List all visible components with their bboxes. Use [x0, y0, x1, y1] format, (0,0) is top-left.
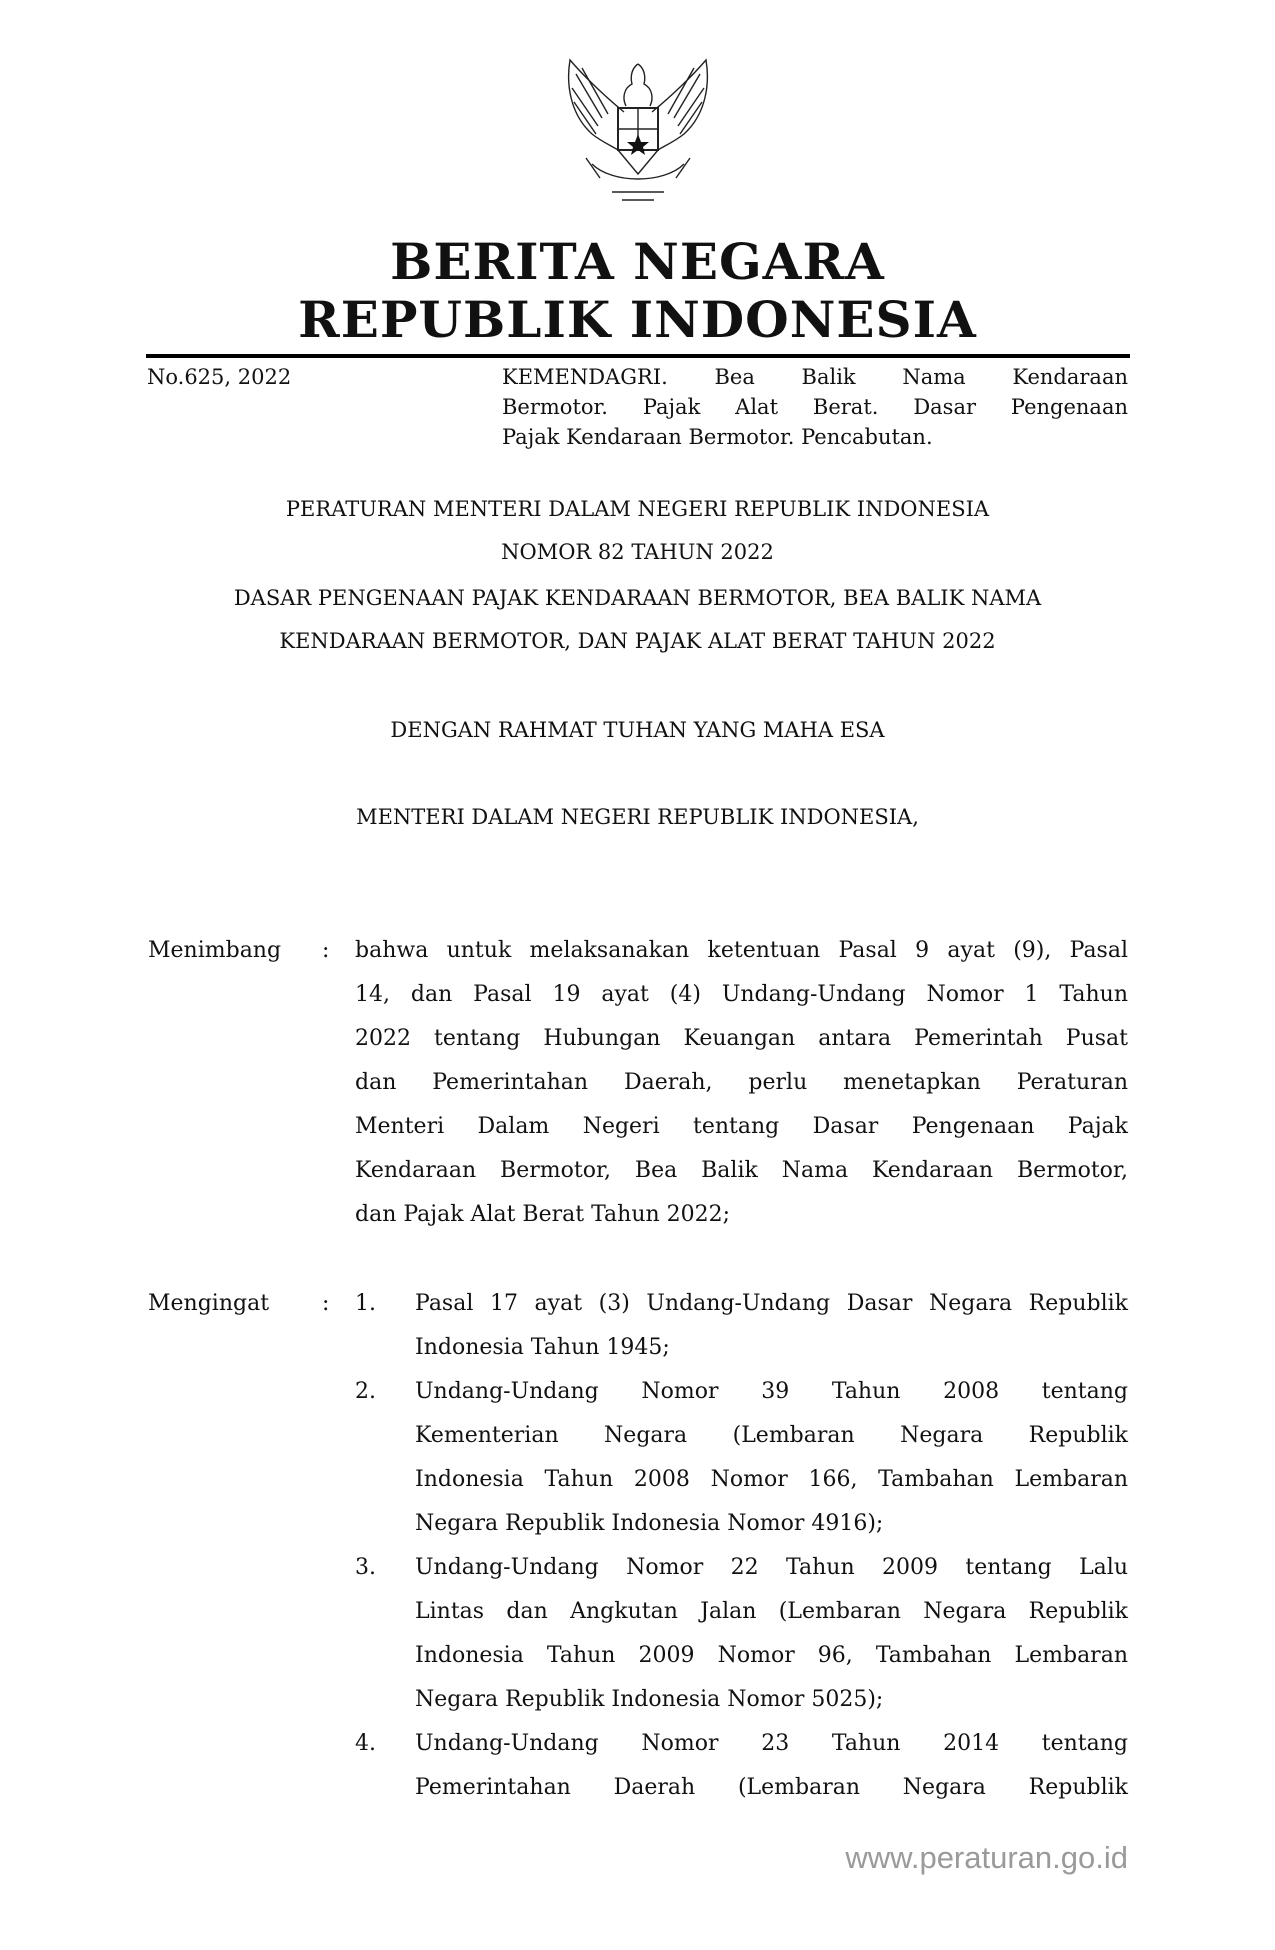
menimbang-text — [355, 929, 1128, 1237]
item-number: 2. — [355, 1379, 376, 1404]
mengingat-label: Mengingat — [148, 1291, 270, 1316]
mengingat-item-2 — [415, 1370, 1128, 1546]
mengingat-item-1 — [415, 1282, 1128, 1370]
garuda-emblem-icon — [552, 54, 724, 214]
subject-line: Pajak Kendaraan Bermotor. Pencabutan. — [502, 425, 933, 449]
menimbang-line: Kendaraan Bermotor, Bea Balik Nama Kendaraan Bermotor, — [355, 1158, 1128, 1183]
masthead-title-line2: REPUBLIK INDONESIA — [298, 290, 977, 349]
item-line: Indonesia Tahun 2008 Nomor 166, Tambahan Lembaran — [415, 1467, 1128, 1492]
item-line: Kementerian Negara (Lembaran Negara Republik — [415, 1423, 1128, 1448]
invocation: DENGAN RAHMAT TUHAN YANG MAHA ESA — [390, 718, 885, 742]
header-rule — [146, 354, 1130, 358]
item-line: Pasal 17 ayat (3) Undang-Undang Dasar Negara Republik — [415, 1291, 1128, 1316]
item-line: Undang-Undang Nomor 23 Tahun 2014 tentang — [415, 1731, 1128, 1756]
gazette-number: No.625, 2022 — [147, 365, 292, 389]
menimbang-line: dan Pajak Alat Berat Tahun 2022; — [355, 1202, 731, 1227]
item-number: 1. — [355, 1291, 376, 1316]
item-line: Undang-Undang Nomor 39 Tahun 2008 tentang — [415, 1379, 1128, 1404]
masthead-title-line1: BERITA NEGARA — [390, 232, 885, 291]
item-line: Indonesia Tahun 1945; — [415, 1335, 670, 1360]
menimbang-line: dan Pemerintahan Daerah, perlu menetapkan Peraturan — [355, 1070, 1128, 1095]
subject-line: Bermotor. Pajak Alat Berat. Dasar Pengenaan — [502, 395, 1128, 419]
regulation-type: PERATURAN MENTERI DALAM NEGERI REPUBLIK INDONESIA — [285, 497, 990, 521]
mengingat-colon: : — [322, 1291, 330, 1316]
mengingat-item-4 — [415, 1722, 1128, 1810]
item-line: Negara Republik Indonesia Nomor 5025); — [415, 1687, 884, 1712]
menimbang-line: 2022 tentang Hubungan Keuangan antara Pemerintah Pusat — [355, 1026, 1128, 1051]
menimbang-line: 14, dan Pasal 19 ayat (4) Undang-Undang Nomor 1 Tahun — [355, 982, 1128, 1007]
regulation-title-line2: KENDARAAN BERMOTOR, DAN PAJAK ALAT BERAT TAHUN 2022 — [279, 629, 996, 653]
menimbang-line: bahwa untuk melaksanakan ketentuan Pasal 9 ayat (9), Pasal — [355, 938, 1128, 963]
item-line: Lintas dan Angkutan Jalan (Lembaran Negara Republik — [415, 1599, 1128, 1624]
regulation-number: NOMOR 82 TAHUN 2022 — [501, 540, 774, 564]
website-watermark: www.peraturan.go.id — [845, 1840, 1128, 1875]
regulation-title-line1: DASAR PENGENAAN PAJAK KENDARAAN BERMOTOR, BEA BALIK NAMA — [233, 586, 1042, 610]
item-number: 3. — [355, 1555, 376, 1580]
menimbang-line: Menteri Dalam Negeri tentang Dasar Pengenaan Pajak — [355, 1114, 1128, 1139]
issuer: MENTERI DALAM NEGERI REPUBLIK INDONESIA, — [356, 805, 919, 829]
subject-line: KEMENDAGRI. Bea Balik Nama Kendaraan — [502, 365, 1128, 389]
item-number: 4. — [355, 1731, 376, 1756]
item-line: Negara Republik Indonesia Nomor 4916); — [415, 1511, 884, 1536]
item-line: Pemerintahan Daerah (Lembaran Negara Republik — [415, 1775, 1128, 1800]
menimbang-label: Menimbang — [148, 938, 282, 963]
item-line: Indonesia Tahun 2009 Nomor 96, Tambahan Lembaran — [415, 1643, 1128, 1668]
item-line: Undang-Undang Nomor 22 Tahun 2009 tentang Lalu — [415, 1555, 1128, 1580]
menimbang-colon: : — [322, 938, 330, 963]
mengingat-item-3 — [415, 1546, 1128, 1722]
gazette-subject — [502, 362, 1128, 452]
